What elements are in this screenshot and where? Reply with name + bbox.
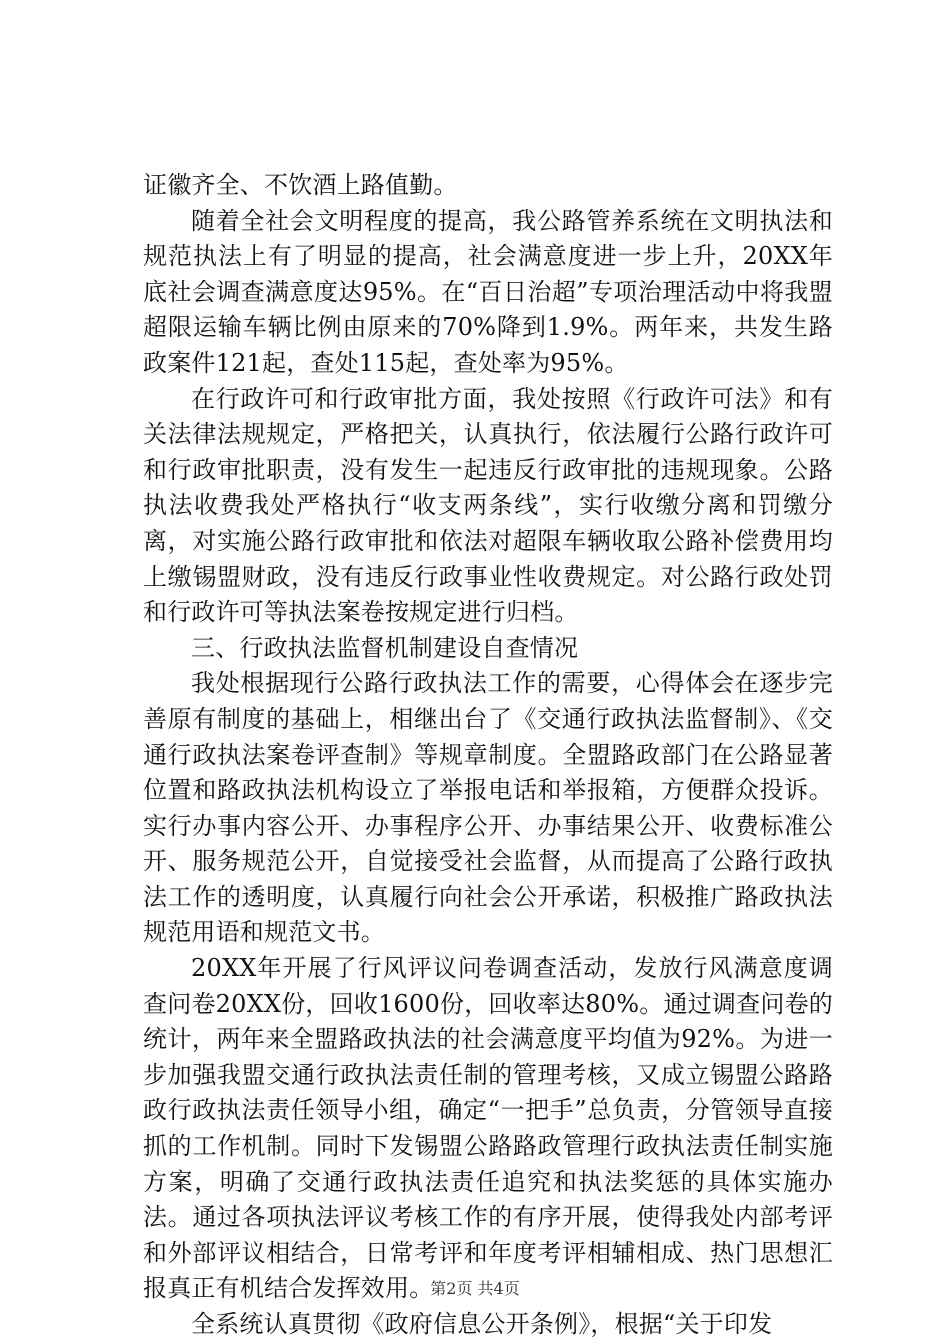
document-body [143, 168, 833, 1343]
paragraph-info-disclosure: 全系统认真贯彻《政府信息公开条例》，根据“关于印发 [191, 1310, 773, 1338]
page-number-footer: 第2页 共4页 [430, 1279, 520, 1298]
paragraph-supervision: 我处根据现行公路行政执法工作的需要，心得体会在逐步完善原有制度的基础上，相继出台了《交通行政执法监督制》、《交通行政执法案卷评查制》等规章制度。全盟路政部门在公路显著位置和路政执法机构设立了举报电话和举报箱，方便群众投诉。实行办事内容公开、办事程序公开、办事结果公开、收费标准公开、服务规范公开，自觉接受社会监督，从而提高了公路行政执法工作的透明度，认真履行向社会公开承诺，积极推广路政执法规范用语和规范文书。 [143, 669, 833, 947]
paragraph-satisfaction: 随着全社会文明程度的提高，我公路管养系统在文明执法和规范执法上有了明显的提高，社会满意度进一步上升，20XX年底社会调查满意度达95%。在“百日治超”专项治理活动中将我盟超限运输车辆比例由原来的70%降到1.9%。两年来，共发生路政案件121起，查处115起，查处率为95%。 [143, 206, 833, 377]
paragraph-continuation: 证徽齐全、不饮酒上路值勤。 [143, 171, 458, 199]
paragraph-licensing: 在行政许可和行政审批方面，我处按照《行政许可法》和有关法律法规规定，严格把关，认真执行，依法履行公路行政许可和行政审批职责，没有发生一起违反行政审批的违规现象。公路执法收费我处严格执行“收支两条线”，实行收缴分离和罚缴分离，对实施公路行政审批和依法对超限车辆收取公路补偿费用均上缴锡盟财政，没有违反行政事业性收费规定。对公路行政处罚和行政许可等执法案卷按规定进行归档。 [143, 384, 833, 627]
paragraph-survey: 20XX年开展了行风评议问卷调查活动，发放行风满意度调查问卷20XX份，回收1600份，回收率达80%。通过调查问卷的统计，两年来全盟路政执法的社会满意度平均值为92%。为进一步加强我盟交通行政执法责任制的管理考核，又成立锡盟公路路政行政执法责任领导小组，确定“一把手”总负责，分管领导直接抓的工作机制。同时下发锡盟公路路政管理行政执法责任制实施方案，明确了交通行政执法责任追究和执法奖惩的具体实施办法。通过各项执法评议考核工作的有序开展，使得我处内部考评和外部评议相结合，日常考评和年度考评相辅相成、热门思想汇报真正有机结合发挥效用。 [143, 954, 833, 1303]
section-heading: 三、行政执法监督机制建设自查情况 [191, 633, 579, 662]
